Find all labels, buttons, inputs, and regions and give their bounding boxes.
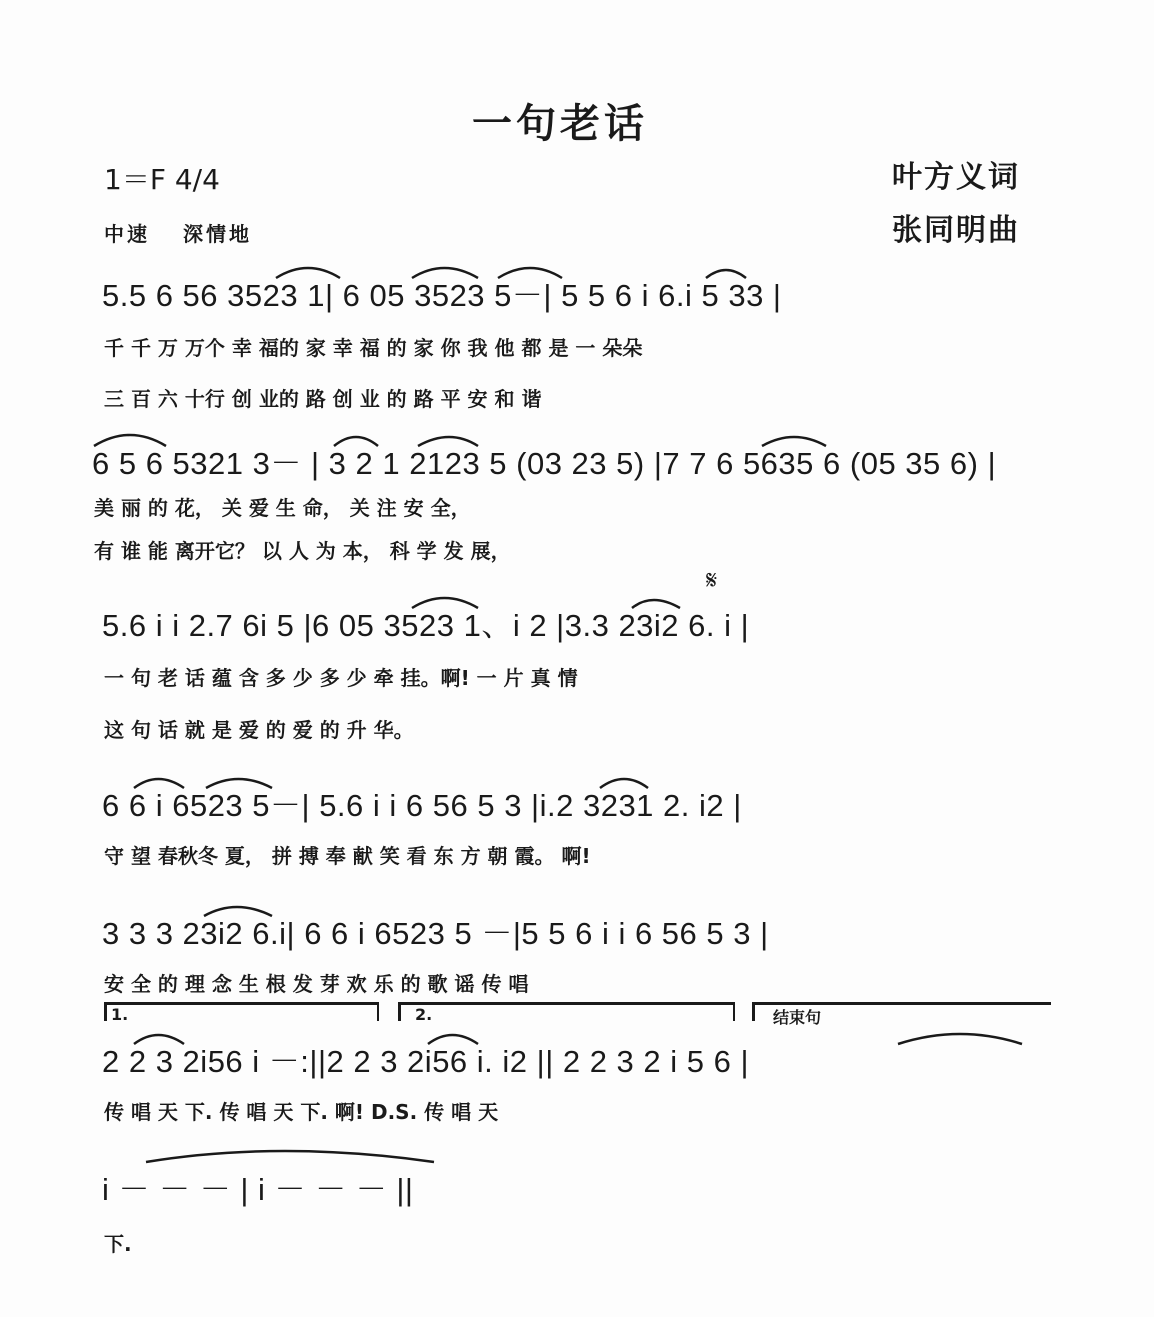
coda-label: 结束句 — [773, 1008, 822, 1027]
notation-line-2: 6 5 6 5321 3－ | 3 2 1 2123 5 (03 23 5) |7 7 6 5635 6 (05 35 6) | — [92, 446, 997, 481]
slur — [498, 268, 562, 278]
notation-line-5: 3 3 3 23i2 6.i| 6 6 i 6523 5 －|5 5 6 i i 6 56 5 3 | — [102, 916, 769, 951]
tempo-marking: 中速 深情地 — [104, 222, 252, 246]
slur — [706, 270, 746, 278]
lyric-line-7: 下. — [104, 1232, 132, 1256]
volta-1-label: 1. — [111, 1005, 129, 1024]
lyric-line-3-verse-1: 一 句 老 话 蕴 含 多 少 多 少 牵 挂。啊! 一 片 真 情 — [104, 666, 578, 690]
notation-line-7: i － － － | i － － － || — [102, 1172, 414, 1207]
slur — [412, 268, 478, 278]
key-signature: 1＝F 4/4 — [104, 163, 220, 196]
lyric-line-3-verse-2: 这 句 话 就 是 爱 的 爱 的 升 华。 — [104, 718, 414, 742]
slur — [204, 907, 272, 916]
tie — [146, 1151, 434, 1162]
slur — [94, 435, 166, 446]
lyric-line-4: 守 望 春秋冬 夏， 拼 搏 奉 献 笑 看 东 方 朝 霞。 啊! — [104, 844, 591, 868]
slur — [428, 1035, 478, 1044]
composer-credit: 张同明曲 — [892, 213, 1020, 248]
slur — [134, 1035, 184, 1044]
lyric-line-2-verse-1: 美 丽 的 花， 关 爱 生 命， 关 注 安 全， — [94, 496, 471, 520]
slur — [412, 598, 478, 608]
lyric-line-5: 安 全 的 理 念 生 根 发 芽 欢 乐 的 歌 谣 传 唱 — [104, 972, 529, 996]
lyric-line-2-verse-2: 有 谁 能 离开它？ 以 人 为 本， 科 学 发 展， — [94, 539, 511, 563]
slur — [898, 1034, 1022, 1044]
slur — [762, 437, 826, 446]
slur — [632, 600, 680, 608]
lyric-line-6: 传 唱 天 下. 传 唱 天 下. 啊! D.S. 传 唱 天 — [104, 1100, 499, 1124]
notation-line-3: 5.6 i i 2.7 6i 5 |6 05 3523 1、i 2 |3.3 23i2 6. i | — [102, 608, 750, 643]
slur — [206, 779, 272, 788]
song-title: 一句老话 — [472, 101, 648, 147]
volta-2-label: 2. — [415, 1005, 433, 1024]
slur — [276, 268, 340, 278]
slur — [600, 779, 648, 788]
lyric-line-1-verse-1: 千 千 万 万个 幸 福的 家 幸 福 的 家 你 我 他 都 是 一 朵朵 — [104, 336, 643, 360]
notation-line-4: 6 6 i 6523 5－| 5.6 i i 6 56 5 3 |i.2 3231 2. i2 | — [102, 788, 742, 823]
lyricist-credit: 叶方义词 — [892, 160, 1020, 195]
slur — [334, 437, 378, 446]
slur — [418, 437, 478, 446]
slur — [134, 779, 184, 788]
lyric-line-1-verse-2: 三 百 六 十行 创 业的 路 创 业 的 路 平 安 和 谐 — [104, 387, 542, 411]
notation-line-6: 2 2 3 2i56 i －:||2 2 3 2i56 i. i2 || 2 2 3 2 i 5 6 | — [102, 1044, 750, 1079]
notation-line-1: 5.5 6 56 3523 1| 6 05 3523 5－| 5 5 6 i 6.i 5 33 | — [102, 278, 782, 313]
segno-sign: 𝄋 — [706, 566, 718, 596]
